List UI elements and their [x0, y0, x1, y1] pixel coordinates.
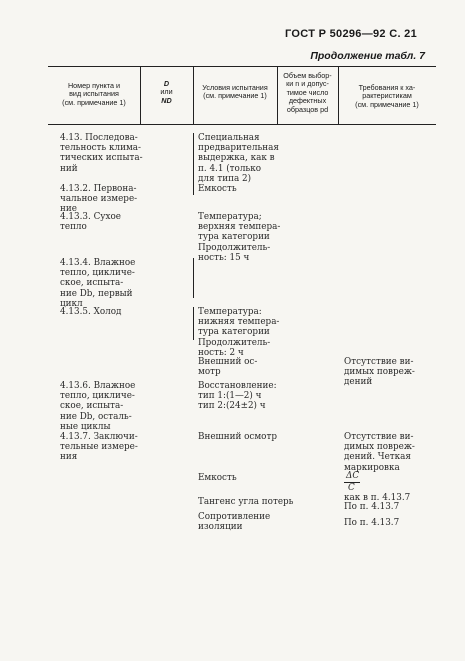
requirement-capacitance: как в п. 4.13.7	[344, 493, 411, 503]
condition-bracket-1	[193, 133, 194, 195]
condition-visual-2: Внешний осмотр	[198, 432, 277, 442]
requirement-visual-1: Отсутствие ви- димых повреж- дений	[344, 357, 415, 388]
condition-capacitance-1: Емкость	[198, 184, 237, 194]
clause-4-13-4: 4.13.4. Влажное тепло, цикличе- ское, испыта- ние Db, первый цикл	[60, 258, 136, 309]
requirement-tangent: По п. 4.13.7	[344, 502, 400, 512]
requirement-insulation: По п. 4.13.7	[344, 518, 400, 528]
condition-bracket-2	[193, 258, 194, 298]
clause-4-13-7: 4.13.7. Заключи- тельные измере- ния	[60, 432, 138, 463]
fraction-denominator: C	[348, 483, 355, 493]
column-header-dnd: D или ND	[160, 79, 173, 105]
clause-4-13-3: 4.13.3. Сухое тепло	[60, 212, 121, 233]
page-header: ГОСТ Р 50296—92 С. 21	[285, 28, 417, 40]
clause-4-13-5: 4.13.5. Холод	[60, 307, 122, 317]
requirement-visual-2: Отсутствие ви- димых повреж- дений. Четкая маркировка	[344, 432, 415, 473]
condition-insulation: Сопротивление изоляции	[198, 512, 271, 533]
condition-preconditioning: Специальная предварительная выдержка, как в п. 4.1 (только для типа 2)	[198, 133, 279, 184]
column-header-clause: Номер пункта и вид испытания (см. примечание 1)	[62, 81, 126, 107]
fraction-numerator: ΔC	[346, 471, 360, 481]
condition-bracket-3	[193, 307, 194, 340]
column-header-conditions: Условия испытания (см. примечание 1)	[202, 83, 268, 101]
header-bottom-rule	[48, 124, 436, 125]
column-header-sample: Объем выбор- ки n и допус- тимое число дефектных образцов pd	[283, 71, 332, 114]
table-top-rule	[48, 66, 436, 67]
clause-4-13-6: 4.13.6. Влажное тепло, цикличе- ское, испыта- ние Db, осталь- ные циклы	[60, 381, 136, 432]
condition-visual-1: Внешний ос- мотр	[198, 357, 258, 378]
condition-recovery: Восстановление: тип 1:(1—2) ч тип 2:(24±2) ч	[198, 381, 277, 412]
column-header-requirements: Требования к ха- рактеристикам (см. примечание 1)	[355, 83, 419, 109]
condition-dry-heat: Температура; верхняя темпера- тура категории Продолжитель- ность: 15 ч	[198, 212, 281, 263]
condition-capacitance-2: Емкость	[198, 473, 237, 483]
clause-4-13: 4.13. Последова- тельность клима- тических испыта- ний	[60, 133, 143, 174]
clause-4-13-2: 4.13.2. Первона- чальное измере- ние	[60, 184, 138, 215]
continuation-label: Продолжение табл. 7	[310, 50, 425, 62]
condition-cold: Температура: нижняя темпера- тура категории Продолжитель- ность: 2 ч	[198, 307, 280, 358]
condition-tangent: Тангенс угла потерь	[198, 497, 294, 507]
